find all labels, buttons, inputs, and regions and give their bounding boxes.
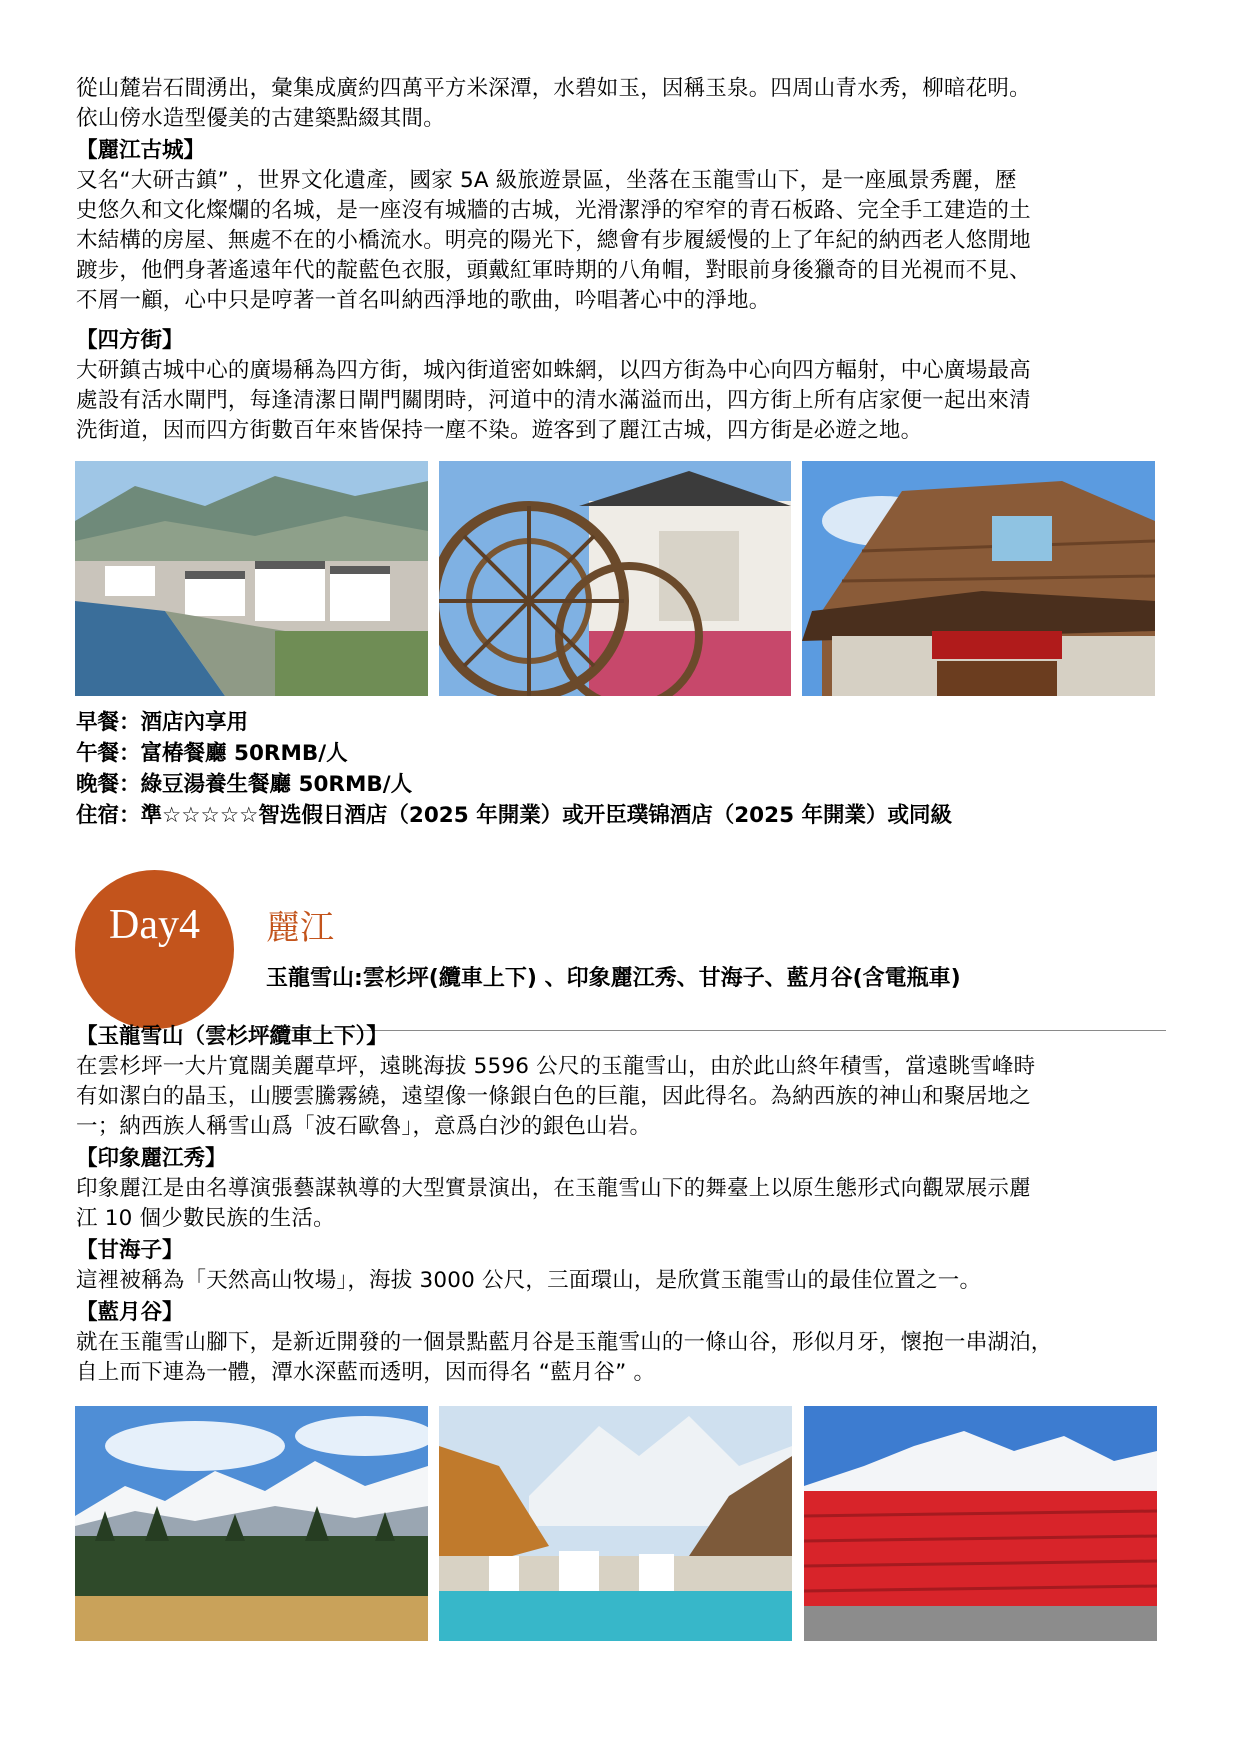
day-subtitle: 玉龍雪山:雲杉坪(纜車上下) 、印象麗江秀、甘海子、藍月谷(含電瓶車)	[266, 966, 961, 991]
wooden-tower-photo	[802, 461, 1155, 696]
heading-lijiang-old-town: 【麗江古城】	[76, 138, 206, 163]
text-line: 印象麗江是由名導演張藝謀執導的大型實景演出，在玉龍雪山下的舞臺上以原生態形式向觀眾展示麗	[76, 1176, 1031, 1201]
heading-impression-lijiang: 【印象麗江秀】	[76, 1146, 227, 1171]
text-line: 在雲杉坪一大片寬闊美麗草坪，遠眺海拔 5596 公尺的玉龍雪山，由於此山終年積雪，當遠眺雪峰時	[76, 1054, 1036, 1079]
text-line: 處設有活水閘門，每逢清潔日閘門關閉時，河道中的清水滿溢而出，四方街上所有店家便一起出來清	[76, 388, 1031, 413]
text-line: 史悠久和文化燦爛的名城，是一座沒有城牆的古城，光滑潔淨的窄窄的青石板路、完全手工建造的土	[76, 198, 1031, 223]
lakeside-town-photo	[75, 461, 428, 696]
heading-jade-dragon: 【玉龍雪山（雲杉坪纜車上下）】	[76, 1024, 388, 1049]
sifang-street-paragraph	[76, 356, 1178, 446]
text-line: 這裡被稱為「天然高山牧場」，海拔 3000 公尺，三面環山，是欣賞玉龍雪山的最佳位置之一。	[76, 1268, 982, 1293]
text-line: 就在玉龍雪山腳下，是新近開發的一個景點藍月谷是玉龍雪山的一條山谷，形似月牙，懷抱一串湖泊，	[76, 1330, 1053, 1355]
lunch-info: 午餐：富椿餐廳 50RMB/人	[76, 741, 348, 766]
dinner-info: 晚餐：綠豆湯養生餐廳 50RMB/人	[76, 772, 413, 797]
lijiang-old-town-paragraph	[76, 166, 1178, 316]
heading-ganhaizi: 【甘海子】	[76, 1238, 184, 1263]
divider-line	[266, 1030, 1166, 1031]
text-line: 有如潔白的晶玉，山腰雲騰霧繞，遠望像一條銀白色的巨龍，因此得名。為納西族的神山和聚居地之	[76, 1084, 1031, 1109]
snow-mountain-forest-photo	[75, 1406, 428, 1641]
blue-moon-valley-paragraph	[76, 1328, 1178, 1388]
day-label: Day4	[109, 902, 200, 948]
waterwheel-photo	[439, 461, 791, 696]
intro-line: 從山麓岩石間湧出，彙集成廣約四萬平方米深潭，水碧如玉，因稱玉泉。四周山青水秀，柳暗花明。	[76, 76, 1031, 101]
text-line: 木結構的房屋、無處不在的小橋流水。明亮的陽光下，總會有步履緩慢的上了年紀的納西老人悠閒地	[76, 228, 1031, 253]
impression-show-photo	[804, 1406, 1157, 1641]
text-line: 踱步，他們身著遙遠年代的靛藍色衣服，頭戴紅軍時期的八角帽，對眼前身後獵奇的目光視而不見、	[76, 258, 1031, 283]
text-line: 洗街道，因而四方街數百年來皆保持一塵不染。遊客到了麗江古城，四方街是必遊之地。	[76, 418, 923, 443]
text-line: 江 10 個少數民族的生活。	[76, 1206, 335, 1231]
heading-blue-moon-valley: 【藍月谷】	[76, 1300, 184, 1325]
intro-paragraph	[76, 74, 1178, 134]
blue-moon-valley-photo	[439, 1406, 792, 1641]
heading-sifang-street: 【四方街】	[76, 328, 184, 353]
jade-dragon-paragraph	[76, 1052, 1178, 1142]
hotel-info: 住宿：準☆☆☆☆☆智选假日酒店（2025 年開業）或开臣璞锦酒店（2025 年開業）或同級	[76, 803, 953, 828]
text-line: 大研鎮古城中心的廣場稱為四方街，城內街道密如蛛網，以四方街為中心向四方輻射，中心廣場最高	[76, 358, 1031, 383]
day-title: 麗江	[266, 908, 334, 948]
impression-lijiang-paragraph	[76, 1174, 1178, 1234]
text-line: 不屑一顧，心中只是哼著一首名叫納西淨地的歌曲，吟唱著心中的淨地。	[76, 288, 771, 313]
text-line: 又名“大研古鎮” ，世界文化遺產，國家 5A 級旅遊景區，坐落在玉龍雪山下，是一座風景秀麗，歷	[76, 168, 1017, 193]
ganhaizi-paragraph	[76, 1266, 1178, 1296]
text-line: 自上而下連為一體，潭水深藍而透明，因而得名 “藍月谷” 。	[76, 1360, 656, 1385]
intro-line: 依山傍水造型優美的古建築點綴其間。	[76, 106, 445, 131]
text-line: 一；納西族人稱雪山爲「波石歐魯」，意爲白沙的銀色山岩。	[76, 1114, 652, 1139]
breakfast-info: 早餐：酒店內享用	[76, 710, 249, 735]
